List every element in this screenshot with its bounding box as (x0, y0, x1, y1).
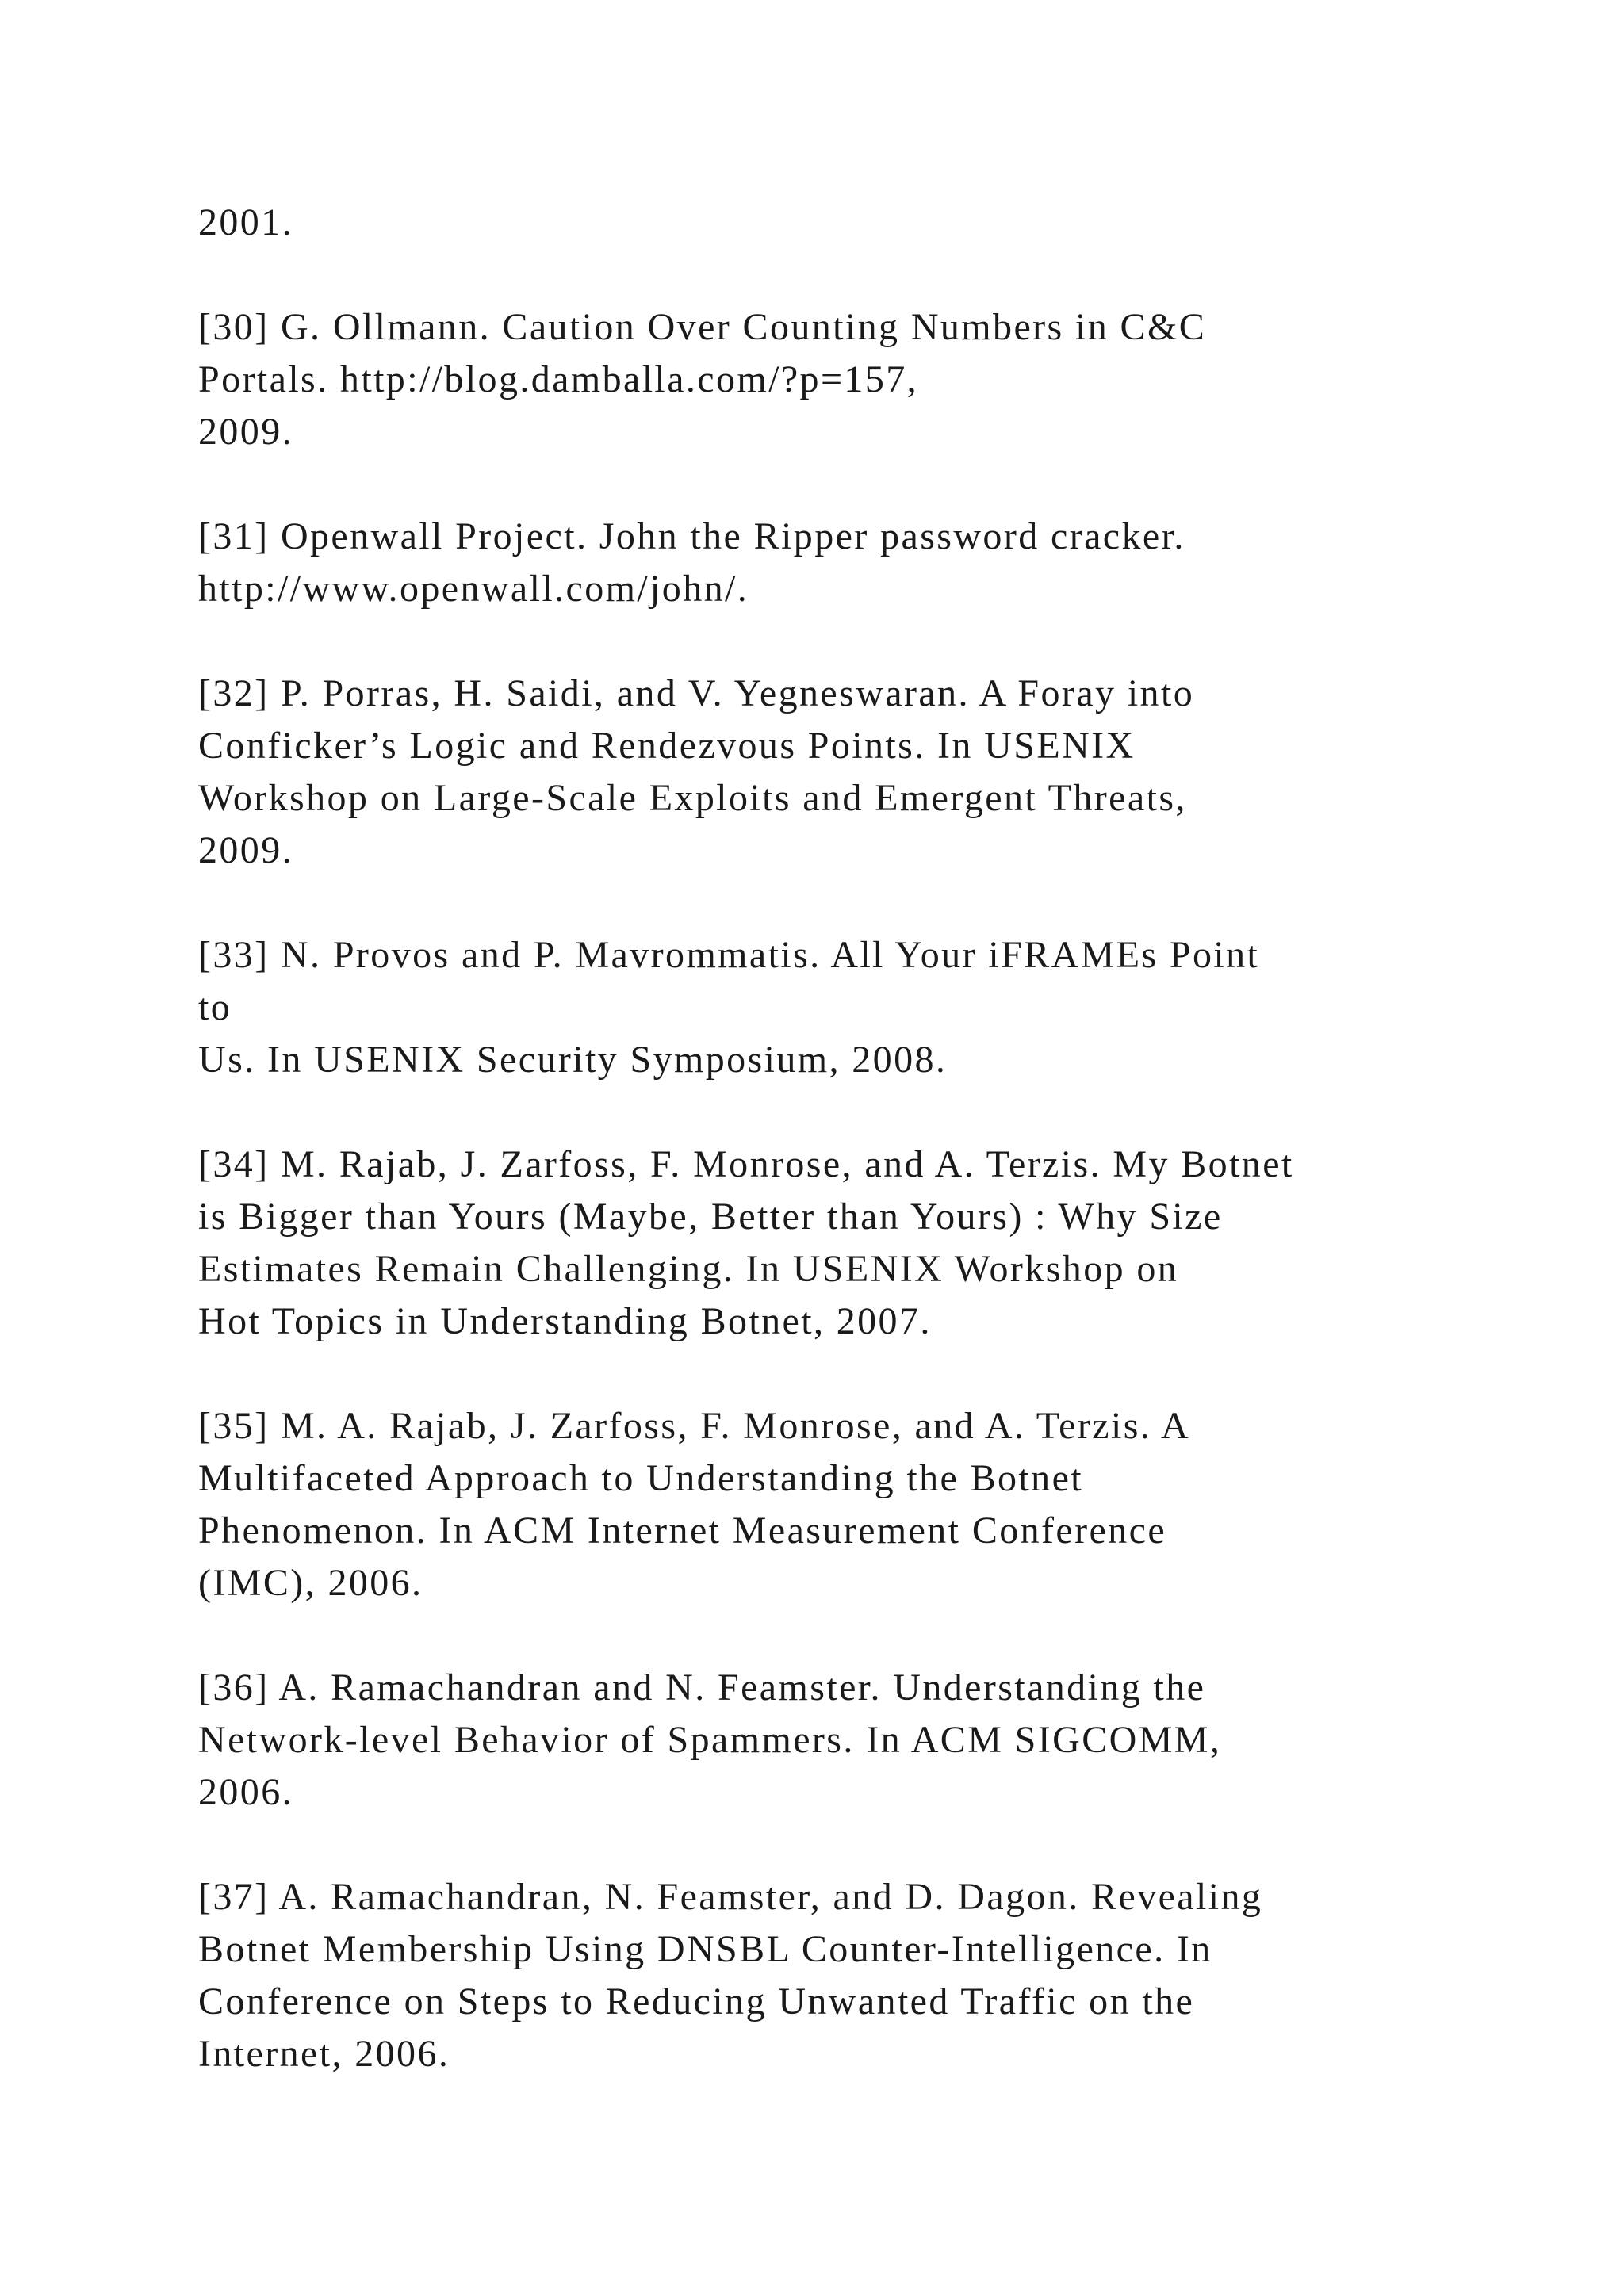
reference-line: Network-level Behavior of Spammers. In ACM SIGCOMM, (198, 1719, 1222, 1761)
reference-line: http://www.openwall.com/john/. (198, 568, 749, 610)
reference-line: [37] A. Ramachandran, N. Feamster, and D. Dagon. Revealing (198, 1876, 1263, 1918)
reference-line: Conference on Steps to Reducing Unwanted Traffic on the (198, 1980, 1195, 2022)
reference-line: Internet, 2006. (198, 2033, 450, 2075)
reference-line: Phenomenon. In ACM Internet Measurement Conference (198, 1510, 1167, 1552)
reference-line: Multifaceted Approach to Understanding the Botnet (198, 1457, 1084, 1499)
reference-entry-32 (198, 668, 1546, 877)
reference-entry-35 (198, 1400, 1546, 1609)
reference-line: 2001. (198, 201, 293, 243)
reference-line: [35] M. A. Rajab, J. Zarfoss, F. Monrose, and A. Terzis. A (198, 1405, 1191, 1447)
reference-line: Us. In USENIX Security Symposium, 2008. (198, 1039, 948, 1081)
reference-entry-31 (198, 511, 1546, 615)
reference-line: is Bigger than Yours (Maybe, Better than Yours) : Why Size (198, 1196, 1223, 1238)
reference-line: Estimates Remain Challenging. In USENIX Workshop on (198, 1248, 1179, 1290)
reference-line: [34] M. Rajab, J. Zarfoss, F. Monrose, and A. Terzis. My Botnet (198, 1143, 1294, 1185)
reference-line: [33] N. Provos and P. Mavrommatis. All Your iFRAMEs Point (198, 934, 1260, 976)
reference-entry-34 (198, 1138, 1546, 1348)
reference-line: 2009. (198, 411, 293, 453)
reference-line: 2006. (198, 1771, 293, 1813)
reference-line: [32] P. Porras, H. Saidi, and V. Yegneswaran. A Foray into (198, 672, 1195, 714)
reference-list (198, 197, 1546, 2133)
reference-entry-36 (198, 1662, 1546, 1819)
reference-line: 2009. (198, 829, 293, 871)
reference-entry-29-tail (198, 197, 1546, 249)
reference-entry-30 (198, 301, 1546, 458)
reference-line: Conficker’s Logic and Rendezvous Points. In USENIX (198, 725, 1136, 767)
reference-line: (IMC), 2006. (198, 1562, 423, 1604)
reference-line: [30] G. Ollmann. Caution Over Counting Numbers in C&C (198, 306, 1207, 348)
reference-line: Hot Topics in Understanding Botnet, 2007. (198, 1300, 932, 1342)
reference-line: Workshop on Large-Scale Exploits and Emergent Threats, (198, 777, 1187, 819)
reference-entry-33 (198, 929, 1546, 1086)
reference-entry-37 (198, 1871, 1546, 2080)
reference-line: [36] A. Ramachandran and N. Feamster. Understanding the (198, 1667, 1206, 1709)
reference-line: [31] Openwall Project. John the Ripper password cracker. (198, 515, 1185, 557)
reference-line: Portals. http://blog.damballa.com/?p=157, (198, 358, 919, 400)
reference-line: Botnet Membership Using DNSBL Counter-Intelligence. In (198, 1928, 1212, 1970)
reference-line: to (198, 986, 232, 1028)
